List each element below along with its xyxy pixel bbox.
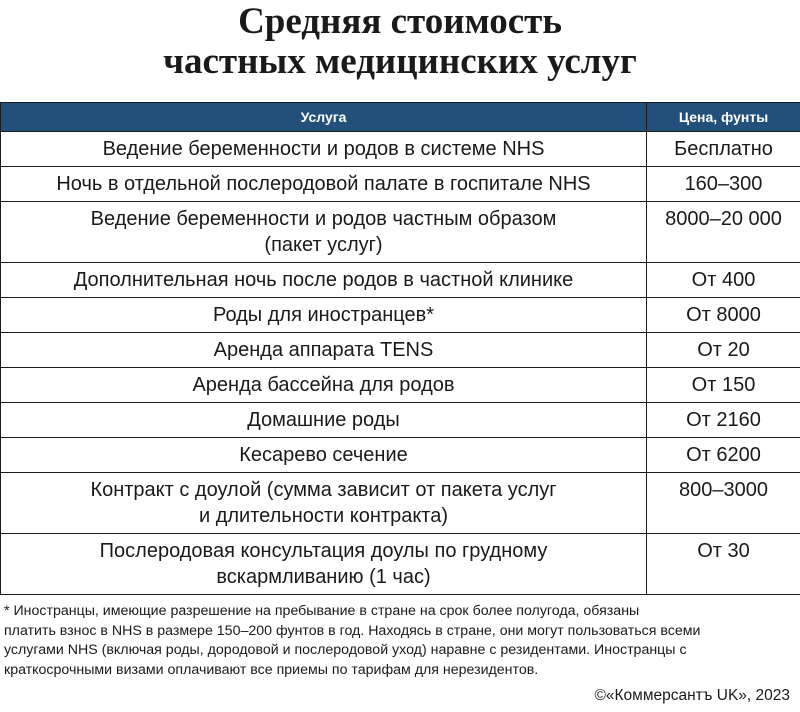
copyright-notice: ©«Коммерсантъ UK», 2023: [594, 687, 790, 704]
price-cell: От 150: [647, 368, 800, 403]
service-cell: Дополнительная ночь после родов в частной клинике: [1, 263, 647, 298]
price-cell: 8000–20 000: [647, 202, 800, 263]
header-row: [1, 103, 800, 132]
service-cell: Ведение беременности и родов в системе NHS: [1, 132, 647, 167]
price-cell: 160–300: [647, 167, 800, 202]
service-cell: Аренда бассейна для родов: [1, 368, 647, 403]
price-cell: От 2160: [647, 403, 800, 438]
table-row: [1, 368, 800, 403]
service-cell: Домашние роды: [1, 403, 647, 438]
table-header: [1, 103, 800, 132]
column-header-price: Цена, фунты: [647, 103, 800, 132]
footnote-line: краткосрочными визами оплачивают все приемы по тарифам для нерезидентов.: [4, 661, 539, 678]
table-row: [1, 534, 800, 595]
service-cell: Кесарево сечение: [1, 438, 647, 473]
table-row: [1, 298, 800, 333]
table-row: [1, 403, 800, 438]
service-cell: Послеродовая консультация доулы по грудному вскармливанию (1 час): [1, 534, 647, 595]
footnote-line: * Иностранцы, имеющие разрешение на пребывание в стране на срок более полугода, обязаны: [4, 603, 640, 619]
price-cell: От 400: [647, 263, 800, 298]
service-cell: Роды для иностранцев*: [1, 298, 647, 333]
column-header-service: Услуга: [1, 103, 647, 132]
service-cell: Аренда аппарата TENS: [1, 333, 647, 368]
table-row: [1, 473, 800, 534]
title-line-1: Средняя стоимость: [238, 1, 562, 42]
table-row: [1, 202, 800, 263]
service-cell: Ведение беременности и родов частным образом (пакет услуг): [1, 202, 647, 263]
table-row: [1, 333, 800, 368]
footnote-line: платить взнос в NHS в размере 150–200 фунтов в год. Находясь в стране, они могут пользоваться всеми: [4, 622, 701, 639]
price-cell: Бесплатно: [647, 132, 800, 167]
table-row: [1, 438, 800, 473]
service-cell: Ночь в отдельной послеродовой палате в госпитале NHS: [1, 167, 647, 202]
price-table: [0, 102, 800, 595]
price-cell: От 20: [647, 333, 800, 368]
footnote: [4, 602, 796, 680]
table-row: [1, 167, 800, 202]
page-title: [0, 2, 800, 82]
table-row: [1, 132, 800, 167]
price-cell: 800–3000: [647, 473, 800, 534]
table-row: [1, 263, 800, 298]
footnote-line: услугами NHS (включая роды, дородовой и послеродовой уход) наравне с резидентами. Иностранцы с: [4, 642, 687, 658]
price-cell: От 30: [647, 534, 800, 595]
service-cell: Контракт с доулой (сумма зависит от пакета услуг и длительности контракта): [1, 473, 647, 534]
price-cell: От 8000: [647, 298, 800, 333]
price-cell: От 6200: [647, 438, 800, 473]
title-line-2: частных медицинских услуг: [163, 41, 637, 82]
